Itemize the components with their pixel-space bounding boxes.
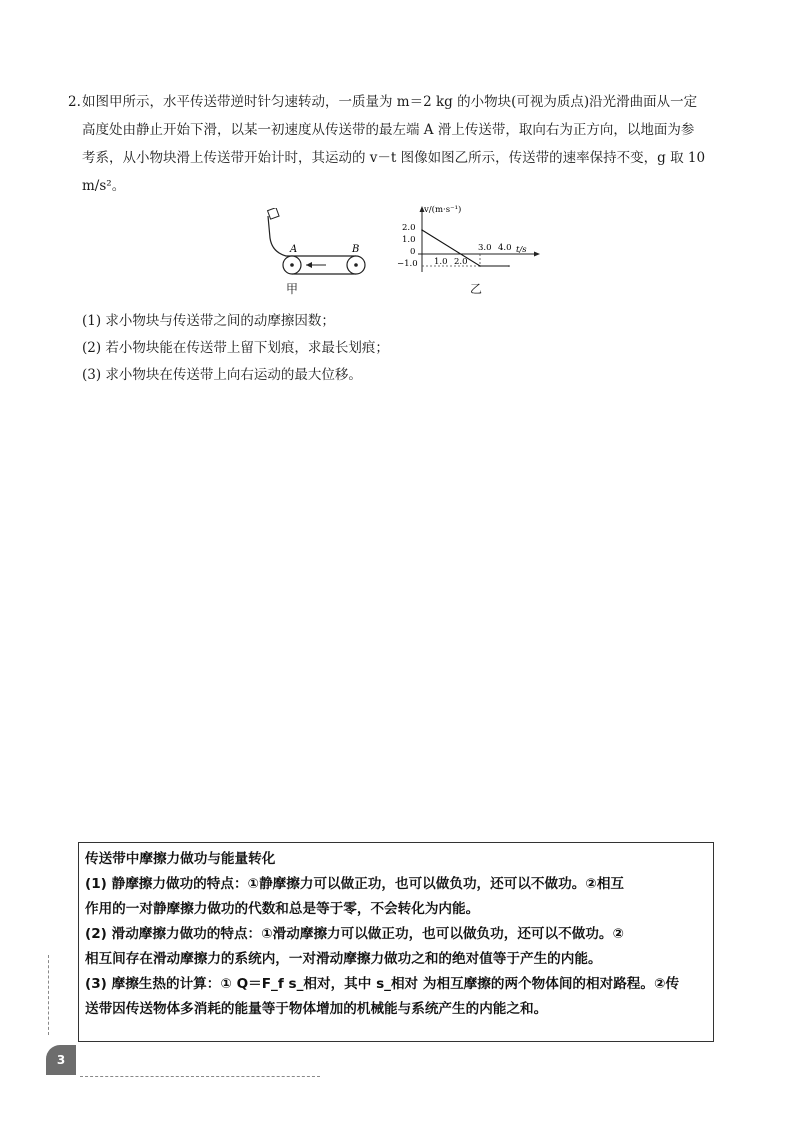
label-b: B (352, 244, 360, 255)
summary-line-5: (3) 摩擦生热的计算：① Q＝F_f s_相对，其中 s_相对 为相互摩擦的两个物体间的相对路程。②传 (85, 976, 680, 992)
y-tick-neg1: −1.0 (397, 259, 418, 269)
x-tick-4: 4.0 (498, 243, 512, 253)
page-dash-vertical (48, 955, 49, 1035)
x-axis-arrow-icon (534, 252, 540, 257)
figure-jia-caption: 甲 (286, 282, 299, 296)
question-3: (3) 求小物块在传送带上向右运动的最大位移。 (82, 367, 362, 383)
summary-box (78, 842, 714, 1042)
vt-point-2 (508, 265, 510, 267)
problem-statement (68, 88, 748, 200)
figure-yi-vt-graph (396, 202, 546, 274)
problem-line-2: 高度处由静止开始下滑，以某一初速度从传送带的最左端 A 滑上传送带，取向右为正方向，以地面为参 (82, 122, 695, 138)
question-2: (2) 若小物块能在传送带上留下划痕，求最长划痕； (82, 340, 389, 356)
vt-point-0 (421, 229, 423, 231)
summary-line-3: (2) 滑动摩擦力做功的特点：①滑动摩擦力可以做正功，也可以做负功，还可以不做功。② (85, 926, 625, 942)
question-list (82, 308, 389, 389)
summary-line-4: 相互间存在滑动摩擦力的系统内，一对滑动摩擦力做功之和的绝对值等于产生的内能。 (85, 951, 602, 967)
summary-title: 传送带中摩擦力做功与能量转化 (85, 851, 276, 867)
figure-yi-caption: 乙 (470, 282, 483, 296)
label-a: A (290, 244, 298, 255)
summary-line-1: (1) 静摩擦力做功的特点：①静摩擦力可以做正功，也可以做负功，还可以不做功。②相互 (85, 876, 625, 892)
x-axis-label: t/s (516, 245, 527, 255)
vt-point-1 (479, 265, 481, 267)
page-number-tab: 3 (46, 1045, 76, 1075)
x-tick-3: 3.0 (478, 243, 492, 253)
question-1: (1) 求小物块与传送带之间的动摩擦因数； (82, 313, 335, 329)
block-icon (268, 208, 280, 219)
problem-line-1: 如图甲所示，水平传送带逆时针匀速转动，一质量为 m＝2 kg 的小物块(可视为质点)沿光滑曲面从一定 (82, 94, 698, 110)
figure-jia-conveyor (258, 208, 370, 280)
problem-number: 2. (68, 94, 81, 110)
page-dash-horizontal (80, 1076, 320, 1077)
x-tick-2: 2.0 (454, 257, 468, 267)
figures (258, 205, 548, 300)
arrow-left-icon (306, 262, 312, 268)
x-tick-1: 1.0 (434, 257, 448, 267)
y-tick-0: 0 (410, 247, 416, 257)
y-axis-label: v/(m·s⁻¹) (424, 205, 462, 215)
summary-line-6: 送带因传送物体多消耗的能量等于物体增加的机械能与系统产生的内能之和。 (85, 1001, 548, 1017)
summary-line-2: 作用的一对静摩擦力做功的代数和总是等于零，不会转化为内能。 (85, 901, 480, 917)
problem-line-4: m/s²。 (82, 178, 126, 194)
y-tick-1: 1.0 (402, 235, 416, 245)
curved-slide (268, 216, 292, 256)
y-tick-2: 2.0 (402, 223, 416, 233)
problem-line-3: 考系，从小物块滑上传送带开始计时，其运动的 v－t 图像如图乙所示，传送带的速率保持不变，g 取 10 (82, 150, 706, 166)
